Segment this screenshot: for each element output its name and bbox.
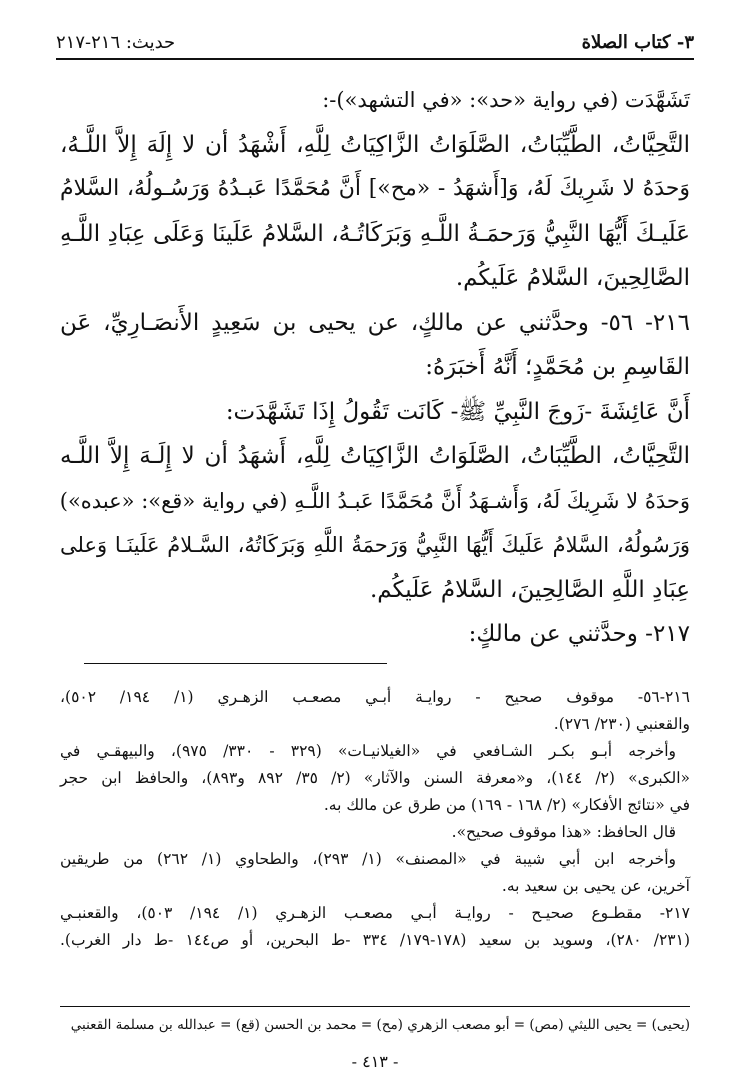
footnote-line: «الكبرى» (٢/ ١٤٤)، و«معرفة السنن والآثار» (٢/ ٣٥/ ٨٩٢ و٨٩٣)، والحافظ ابن حجر <box>60 769 691 787</box>
page-number: - ٤١٣ - <box>351 1052 399 1071</box>
footnote-line: والقعنبي (٢٣٠/ ٢٧٦). <box>553 715 690 733</box>
footnote-separator <box>84 663 387 664</box>
text-line: وَحدَهُ لا شَرِيكَ لَهُ، وَأَشـهَدُ أَنَّ مُحَمَّدًا عَبـدُ اللَّـهِ (في رواية «قع»: «عبده») <box>59 488 690 513</box>
running-header <box>56 30 694 60</box>
text-line: وَحدَهُ لا شَرِيكَ لَهُ، وَ[أَشهَدُ - «مح»] أَنَّ مُحَمَّدًا عَبـدُهُ وَرَسُـولُهُ، السَّلامُ <box>60 176 690 201</box>
footnote-line: وأخرجه ابن أبي شيبة في «المصنف» (١/ ٢٩٣)، والطحاوي (١/ ٢٦٢) من طريقين <box>60 850 676 868</box>
text-line: الصَّالِحِينَ، السَّلامُ عَلَيكُم. <box>455 265 690 291</box>
text-line: وَرَسُولُهُ، السَّلامُ عَلَيكَ أَيُّهَا النَّبِيُّ وَرَحمَةُ اللَّهِ وَبَرَكَاتُهُ، السَّـلامُ عَلَينَـا وَعلى <box>60 533 690 557</box>
footnote-line: ٢١٦-٥٦- موقوف صحيح - روايـة أبـي مصعـب الزهـري (١/ ١٩٤/ ٥٠٢)، <box>60 688 690 706</box>
chapter-title: ٣- كتاب الصلاة <box>581 32 694 53</box>
abbreviation-key: (يحيى) = يحيى الليثي (مص) = أبو مصعب الزهري (مح) = محمد بن الحسن (قع) = عبدالله بن مسلمة القعنبي <box>70 1017 690 1033</box>
footnote-line: وأخرجه أبـو بكـر الشـافعي في «الغيلانيـات» (٣٢٩ - ٣٣٠/ ٩٧٥)، والبيهقـي في <box>60 742 677 760</box>
text-line: تَشَهَّدَت (في رواية «حد»: «في التشهد»)-: <box>322 88 690 112</box>
footnote-line: في «نتائج الأفكار» (٢/ ١٦٨ - ١٦٩) من طرق عن مالك به. <box>323 796 690 814</box>
footnote-line: آخرين، عن يحيى بن سعيد به. <box>501 877 690 895</box>
text-line: أَنَّ عَائِشَةَ -زَوجَ النَّبِيِّ ﷺ- كَانَت تَقُولُ إِذَا تَشَهَّدَت: <box>225 398 690 425</box>
hadith-216-heading: ٢١٦- ٥٦- وحدَّثني عن مالكٍ، عن يحيى بن سَعِيدٍ الأَنصَـارِيِّ، عَن <box>60 309 690 336</box>
text-line: التَّحِيَّاتُ، الطَّيِّبَاتُ، الصَّلَوَاتُ الزَّاكِيَاتُ لِلَّهِ، أَشهَدُ أن لا إِلَـهَ إِلاَّ اللَّـه <box>60 443 690 469</box>
footnote-line: قال الحافظ: «هذا موقوف صحيح». <box>451 823 676 841</box>
footnote-line: (٢٣١/ ٢٨٠)، وسويد بن سعيد (١٧٨-١٧٩/ ٣٣٤ -ط البحرين، أو ص١٤٤ -ط دار الغرب). <box>60 931 690 949</box>
text-line: التَّحِيَّاتُ، الطَّيِّبَاتُ، الصَّلَوَاتُ الزَّاكِيَاتُ لِلَّهِ، أَشْهَدُ أن لا إِلَهَ إِلاَّ اللَّـهُ، <box>60 131 690 158</box>
hadith-217-heading: ٢١٧- وحدَّثني عن مالكٍ: <box>468 621 690 647</box>
text-line: عِبَادِ اللَّهِ الصَّالِحِينَ، السَّلامُ عَلَيكُم. <box>369 576 690 603</box>
hadith-range: حديث: ٢١٦-٢١٧ <box>56 32 176 53</box>
text-line: القَاسِمِ بن مُحَمَّدٍ؛ أَنَّهُ أَخبَرَهُ: <box>425 354 690 380</box>
main-text <box>60 78 690 657</box>
abbreviation-separator <box>60 1006 690 1007</box>
text-line: عَلَيـكَ أَيُّهَا النَّبِيُّ وَرَحمَـةُ اللَّـهِ وَبَرَكَاتُـهُ، السَّلامُ عَلَينَا وَعَلَى عِبَادِ اللَّـهِ <box>60 220 690 247</box>
footnote-line: ٢١٧- مقطـوع صحيـح - روايـة أبـي مصعـب الزهـري (١/ ١٩٤/ ٥٠٣)، والقعنبـي <box>60 904 690 922</box>
footnotes <box>60 684 690 954</box>
